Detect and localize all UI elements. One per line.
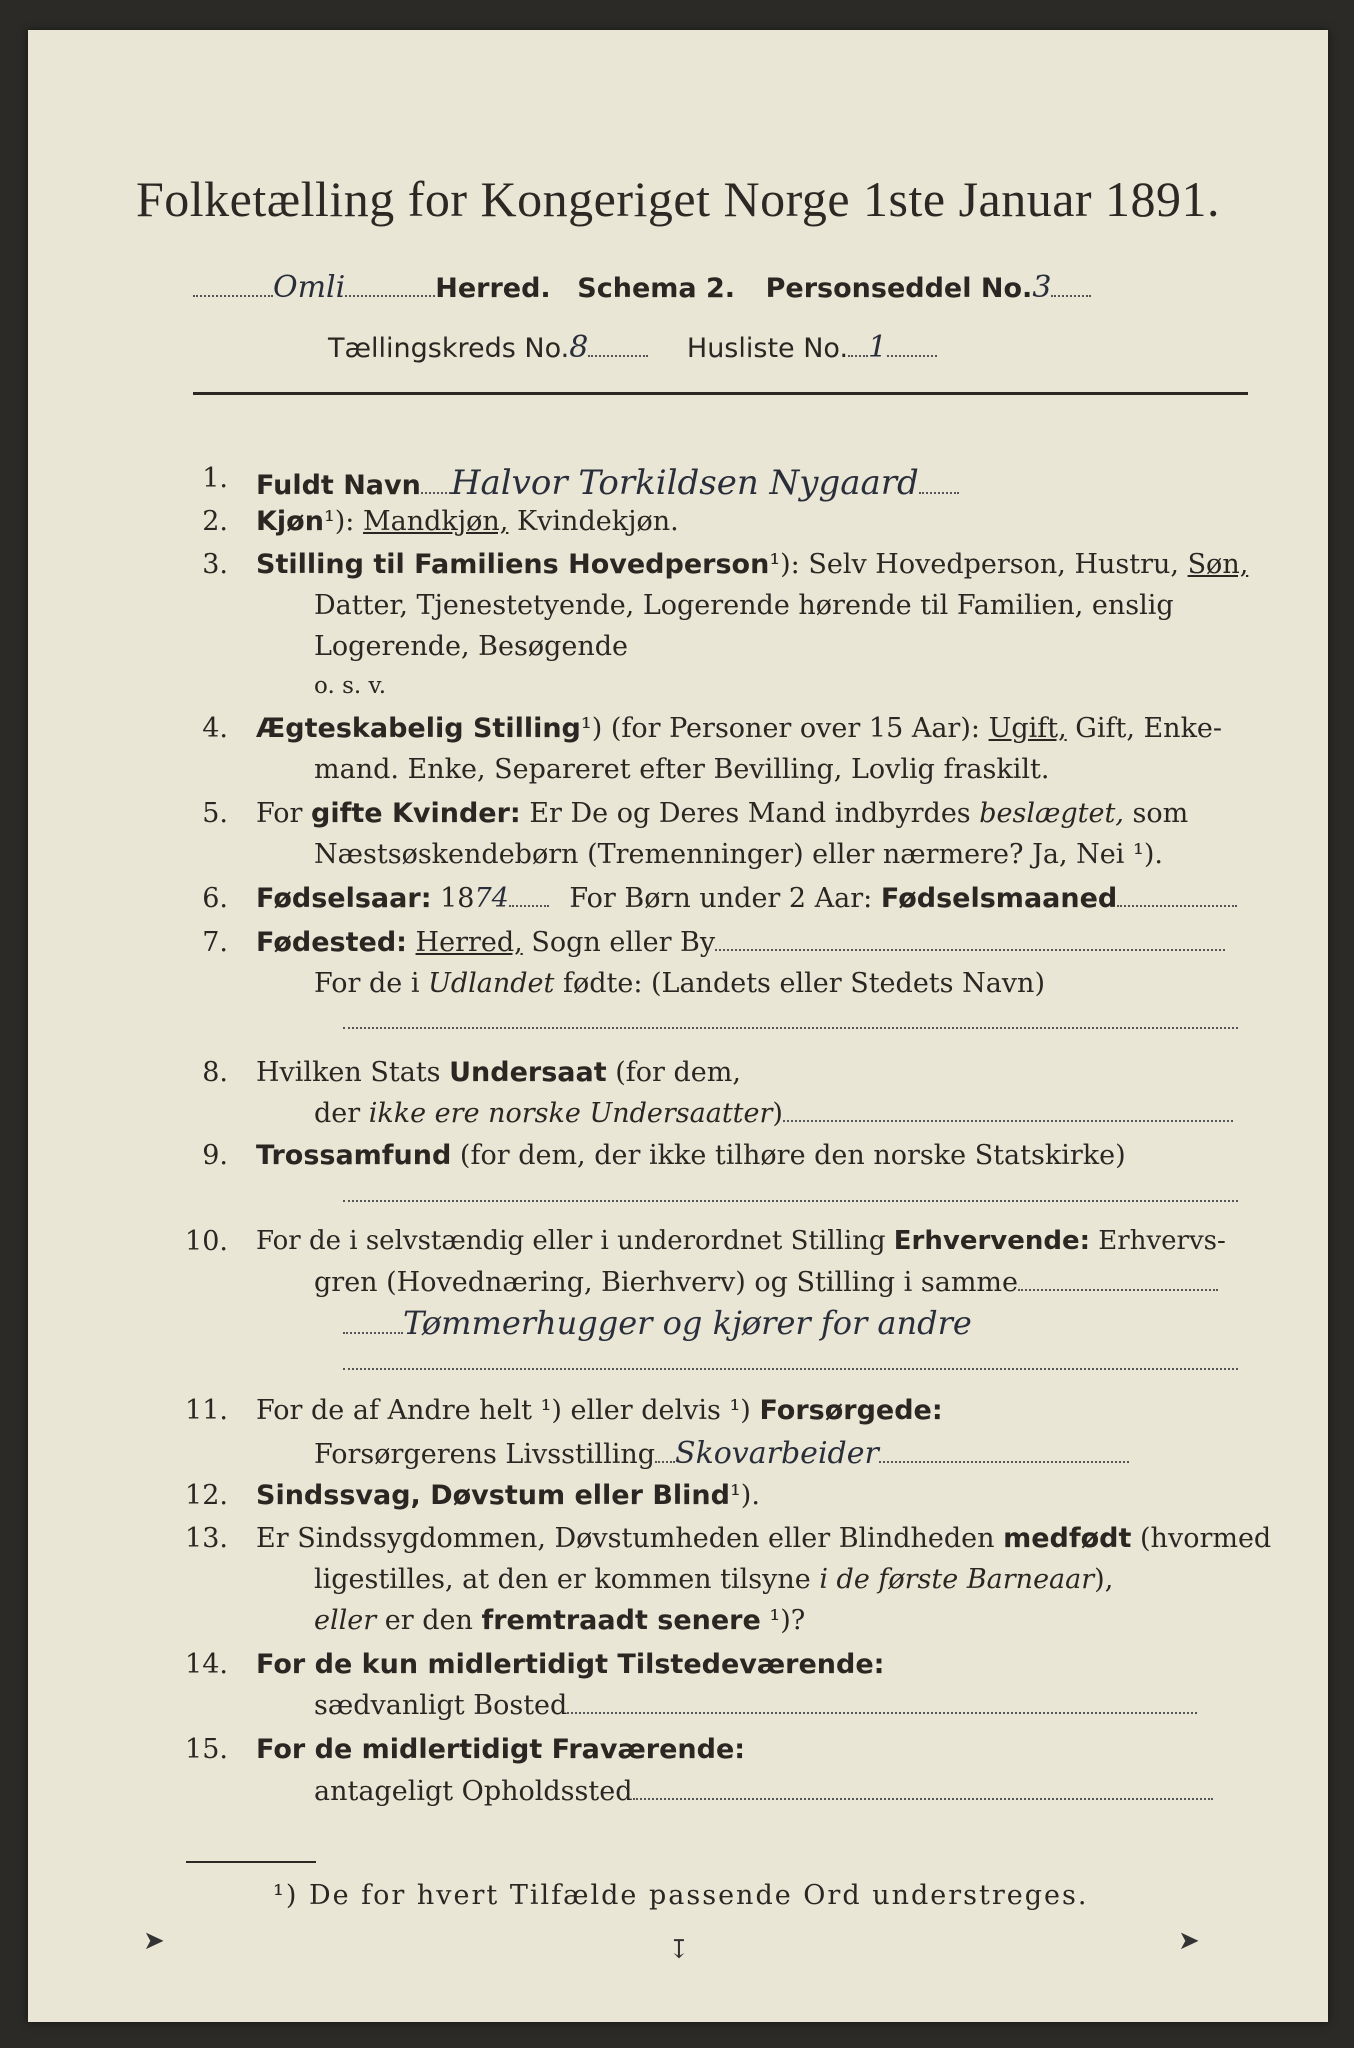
personseddel-value: 3 [1032, 270, 1052, 305]
q3-option-son: Søn, [1187, 549, 1249, 580]
herred-label: Herred. [435, 273, 551, 304]
q5-line2: Næstsøskendebørn (Tremenninger) eller nærmere? Ja, Nei ¹). [314, 839, 1163, 870]
herred-line [193, 270, 1091, 305]
kreds-value: 8 [569, 330, 589, 365]
q5-label: gifte Kvinder: [311, 798, 521, 829]
q6-line [256, 883, 1237, 914]
q9-line1 [256, 1140, 1126, 1171]
q15-label: For de midlertidigt Fraværende: [256, 1734, 746, 1765]
q5-a: For [256, 798, 303, 829]
q3-line3: Logerende, Besøgende [314, 631, 628, 662]
q8-a: Hvilken Stats [256, 1057, 441, 1088]
q10-blank [343, 1346, 1238, 1377]
q3-line1 [256, 549, 1248, 580]
q13-line2a: ligestilles, at den er kommen tilsyne [314, 1564, 811, 1595]
kreds-line [328, 330, 937, 365]
q13-line3ital: eller [314, 1605, 377, 1636]
q11-value: Skovarbeider [675, 1436, 879, 1471]
q11-line1 [256, 1395, 943, 1426]
q9-label: Trossamfund [256, 1140, 452, 1171]
q13-line2 [314, 1564, 1113, 1595]
q8-bold: Undersaat [449, 1057, 607, 1088]
q1-label: Fuldt Navn [256, 470, 421, 501]
q10-a: For de i selvstændig eller i underordnet Stilling [256, 1226, 886, 1256]
item-number: 11. [185, 1395, 228, 1426]
q6-fodselsmaaned: Fødselsmaaned [880, 883, 1118, 914]
q11-bold: Forsørgede: [759, 1395, 943, 1426]
item-number: 1. [202, 463, 228, 494]
q14-line2-text: sædvanligt Bosted [314, 1690, 568, 1721]
item-number: 4. [202, 713, 228, 744]
herred-value: Omli [273, 270, 346, 305]
item-number: 12. [185, 1480, 228, 1511]
q15-line2 [314, 1776, 1213, 1807]
q11-a: For de af Andre helt ¹) eller delvis ¹) [256, 1395, 751, 1426]
q10-line1 [256, 1226, 1226, 1256]
schema-label: Schema 2. [577, 273, 736, 304]
q5-b: Er De og Deres Mand indbyrdes [529, 798, 971, 829]
kreds-label: Tællingskreds No. [328, 333, 570, 364]
q13-line1 [256, 1523, 1271, 1554]
q4-option-ugift: Ugift, [988, 713, 1067, 744]
q4-rest: ¹) (for Personer over 15 Aar): [580, 713, 980, 744]
q7-rest: Sogn eller By [531, 927, 716, 958]
q4-line1 [256, 713, 1222, 744]
item-number: 14. [185, 1649, 228, 1680]
q11-line2 [314, 1436, 1129, 1471]
q2-sup: ¹): [323, 506, 355, 537]
q5-ital: beslægtet, [979, 798, 1124, 829]
q7-line2ital: Udlandet [428, 968, 555, 999]
q14-label: For de kun midlertidigt Tilstedeværende: [256, 1649, 885, 1680]
husliste-value: 1 [868, 330, 888, 365]
q1-line [256, 463, 959, 503]
q3-rest: ¹): Selv Hovedperson, Hustru, [769, 549, 1179, 580]
q12-line [256, 1480, 760, 1511]
q10-b: Erhvervs- [1098, 1226, 1226, 1256]
q14-line2 [314, 1690, 1197, 1721]
q13-bold: medfødt [1003, 1523, 1132, 1554]
item-number: 7. [202, 927, 228, 958]
q7-blank [343, 1005, 1238, 1036]
q4-label: Ægteskabelig Stilling [256, 713, 581, 744]
q13-line3b: ¹)? [769, 1605, 806, 1636]
q3-label: Stilling til Familiens Hovedperson [256, 549, 770, 580]
q6-value: 74 [474, 883, 509, 914]
q3-line2: Datter, Tjenestetyende, Logerende hørende til Familien, enslig [314, 590, 1174, 621]
q2-line [256, 506, 679, 537]
q1-value: Halvor Torkildsen Nygaard [450, 463, 919, 503]
form-title: Folketælling for Kongeriget Norge 1ste Januar 1891. [135, 171, 1221, 227]
q7-line2 [314, 968, 1045, 999]
q10-bold: Erhvervende: [893, 1226, 1091, 1256]
item-number: 3. [202, 549, 228, 580]
q7-label: Fødested: [256, 927, 407, 958]
q2-label: Kjøn [256, 506, 324, 537]
item-number: 6. [202, 883, 228, 914]
q6-label: Fødselsaar: [256, 883, 432, 914]
item-number: 8. [202, 1057, 228, 1088]
census-form [28, 30, 1328, 2022]
q15-line2-text: antageligt Opholdssted [314, 1776, 633, 1807]
q13-line2b: ), [1094, 1564, 1114, 1595]
q9-blank [343, 1178, 1238, 1209]
q12-label: Sindssvag, Døvstum eller Blind [256, 1480, 730, 1511]
q7-line1 [256, 927, 1225, 958]
q13-line2ital: i de første Barneaar [819, 1564, 1095, 1595]
q8-line1 [256, 1057, 741, 1088]
q10-line2-text: gren (Hovednæring, Bierhverv) og Stilling i samme [314, 1267, 1019, 1298]
husliste-label: Husliste No. [686, 333, 849, 364]
item-number: 9. [202, 1140, 228, 1171]
personseddel-label: Personseddel No. [765, 273, 1033, 304]
corner-mark-right: ➤ [1178, 1926, 1200, 1956]
q10-value-line [343, 1304, 972, 1342]
q7-line2a: For de i [314, 968, 420, 999]
q3-line4: o. s. v. [314, 673, 387, 699]
corner-mark-left: ➤ [143, 1926, 165, 1956]
item-number: 5. [202, 798, 228, 829]
center-mark: ↧ [668, 1935, 690, 1965]
header-rule [193, 392, 1248, 395]
q8-line2 [314, 1098, 1233, 1129]
footnote-rule [186, 1861, 316, 1863]
q5-line1 [256, 798, 1188, 829]
q13-line3 [314, 1605, 805, 1636]
q12-sup: ¹). [729, 1480, 760, 1511]
q13-line3a: er den [384, 1605, 473, 1636]
q6-prefix: 18 [440, 883, 475, 914]
q13-line3bold: fremtraadt senere [481, 1605, 761, 1636]
q8-b: (for dem, [615, 1057, 741, 1088]
q7-line2b: fødte: (Landets eller Stedets Navn) [562, 968, 1045, 999]
q11-line2-text: Forsørgerens Livsstilling [314, 1439, 656, 1470]
q10-value: Tømmerhugger og kjører for andre [403, 1304, 972, 1342]
item-number: 15. [185, 1734, 228, 1765]
q9-rest: (for dem, der ikke tilhøre den norske Statskirke) [459, 1140, 1126, 1171]
q6-mid: For Børn under 2 Aar: [569, 883, 873, 914]
q13-a: Er Sindssygdommen, Døvstumheden eller Blindheden [256, 1523, 995, 1554]
q4-line2: mand. Enke, Separeret efter Bevilling, Lovlig fraskilt. [314, 754, 1050, 785]
q8-line2ital: ikke ere norske Undersaatter [368, 1098, 773, 1129]
q8-line2b: ) [772, 1098, 783, 1129]
item-number: 2. [202, 506, 228, 537]
q2-option-kvindekjon: Kvindekjøn. [517, 506, 679, 537]
footnote: ¹) De for hvert Tilfælde passende Ord understreges. [273, 1880, 1089, 1911]
q2-option-mandkjon: Mandkjøn, [363, 506, 509, 537]
item-number: 13. [185, 1523, 228, 1554]
q5-c: som [1132, 798, 1189, 829]
q13-b: (hvormed [1140, 1523, 1272, 1554]
q7-option-herred: Herred, [415, 927, 523, 958]
q10-line2 [314, 1267, 1218, 1298]
q8-line2a: der [314, 1098, 361, 1129]
q4-end: Gift, Enke- [1075, 713, 1223, 744]
item-number: 10. [185, 1226, 228, 1257]
